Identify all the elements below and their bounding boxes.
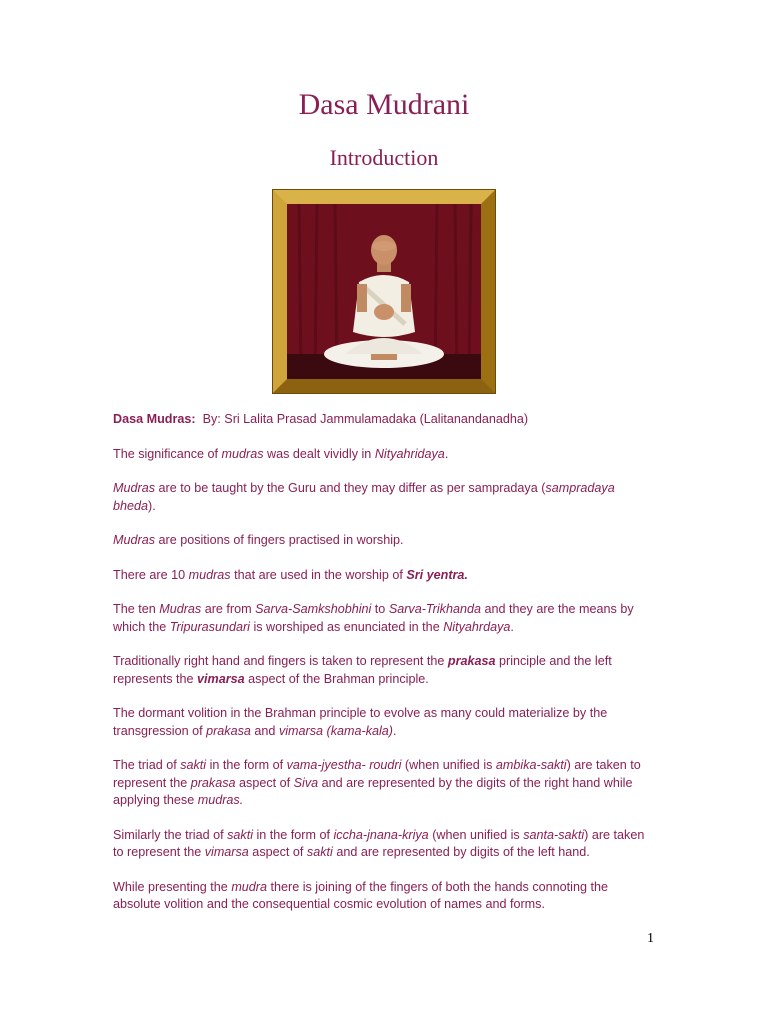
- paragraph-6: Traditionally right hand and fingers is taken to represent the prakasa principle and the left represents the vimarsa aspect of the Brahman principle.: [113, 654, 612, 686]
- portrait-frame: [273, 190, 495, 393]
- paragraph-7: The dormant volition in the Brahman principle to evolve as many could materialize by the transgression of prakasa and vimarsa (kama-kala).: [113, 706, 608, 738]
- page-number: 1: [647, 931, 654, 946]
- byline-label: Dasa Mudras:: [113, 412, 196, 426]
- paragraph-8: The triad of sakti in the form of vama-jyestha- roudri (when unified is ambika-sakti) are taken to represent the prakasa aspect of Siva and are represented by the digits of the right hand while applying these mudras.: [113, 758, 641, 807]
- paragraph-2: Mudras are to be taught by the Guru and they may differ as per sampradaya (sampradaya bheda).: [113, 481, 615, 513]
- page-subtitle: Introduction: [329, 145, 439, 170]
- paragraph-9: Similarly the triad of sakti in the form of iccha-jnana-kriya (when unified is santa-sakti) are taken to represent the vimarsa aspect of sakti and are represented by digits of the left hand.: [113, 827, 645, 859]
- document-body: [113, 411, 658, 931]
- paragraph-3: Mudras are positions of fingers practised in worship.: [113, 533, 404, 547]
- paragraph-1: The significance of mudras was dealt vividly in Nityahridaya.: [113, 446, 449, 461]
- paragraph-4: There are 10 mudras that are used in the worship of Sri yentra.: [113, 567, 468, 582]
- byline-author: By: Sri Lalita Prasad Jammulamadaka (Lalitanandanadha): [202, 412, 529, 426]
- guru-portrait-icon: [287, 204, 481, 379]
- page-title: Dasa Mudrani: [298, 88, 470, 121]
- byline: [113, 411, 658, 429]
- paragraph-5: The ten Mudras are from Sarva-Samkshobhini to Sarva-Trikhanda and they are the means by which the Tripurasundari is worshiped as enunciated in the Nityahrdaya.: [113, 602, 634, 634]
- paragraph-10: While presenting the mudra there is joining of the fingers of both the hands connoting the absolute volition and the consequential cosmic evolution of names and forms.: [113, 879, 608, 911]
